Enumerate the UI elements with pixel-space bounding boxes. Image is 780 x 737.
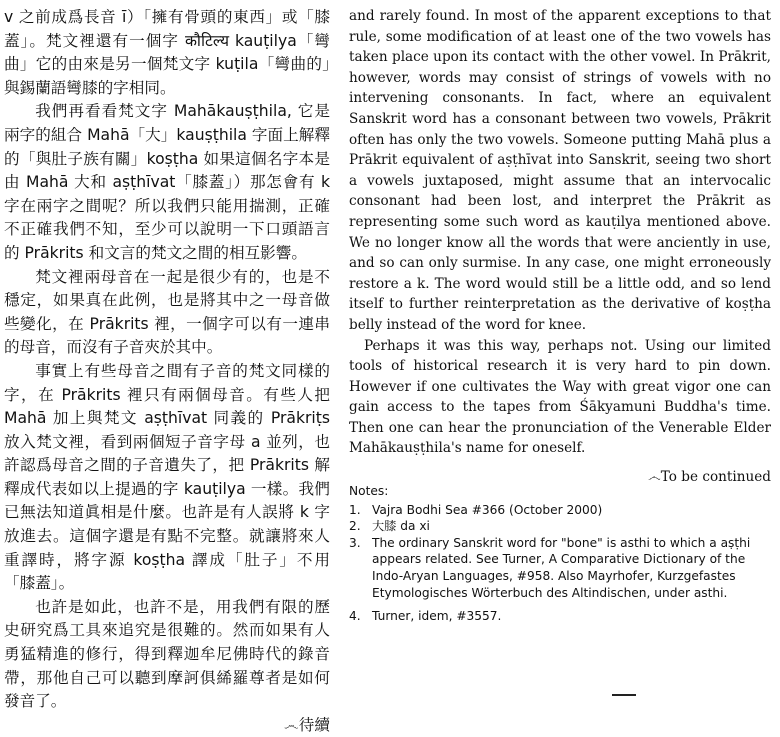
english-paragraph-1: and rarely found. In most of the apparent exceptions to that rule, some modification of at least one of the two vowels has taken place upon its contact with the other vowel. In Prākrit, however, words may consist of strings of vowels with no intervening consonants. In fact, where an equivalent Sanskrit word has a consonant between two vowels, Prākrit often has only the two vowels. Someone putting Mahā plus a Prākrit equivalent of aṣṭhīvat into Sanskrit, seeing two short a vowels juxtaposed, might assume that an intervocalic consonant had been lost, and interpret the Prākrit as representing some such word as kauṭilya mentioned above. We no longer know all the words that were anciently in use, and so can only surmise. In any case, one might erroneously restore a k. The word would still be a little odd, and so lend itself to further reinterpretation as the derivative of koṣṭha belly instead of the word for knee. xyxy=(349,8,771,333)
note-item xyxy=(349,518,773,535)
note-number: 1. xyxy=(349,502,361,517)
chinese-paragraph-2: 我們再看看梵文字 Mahākauṣṭhila, 它是兩字的組合 Mahā「大」kauṣṭhila 字面上解釋的「與肚子族有關」koṣṭha 如果這個名字本是由 Mahā 大和 aṣṭhīvat「膝蓋」）那怎會有 k 字在兩字之間呢？所以我們只能用揣測，正確不正確我們不知，至少可以說明一下口頭語言的 Prākrits 和文言的梵文之間的相互影響。 xyxy=(4,102,330,262)
notes-title: Notes: xyxy=(349,484,389,498)
chinese-continued-line xyxy=(4,714,330,737)
chinese-paragraph-3: 梵文裡兩母音在一起是很少有的，也是不穩定，如果真在此例，也是將其中之一母音做些變化，在 Prākrits 裡，一個字可以有一連串的母音，而沒有子音夾於其中。 xyxy=(4,267,330,357)
english-paragraph-2: Perhaps it was this way, perhaps not. Using our limited tools of historical research it is very hard to pin down. However if one cultivates the Way with great vigor one can gain access to the tapes from Śākyamuni Buddha's time. Then one can hear the pronunciation of the Venerable Elder Mahākauṣṭhila's name for oneself. xyxy=(349,337,771,457)
note-text: Turner, idem, #3557. xyxy=(372,609,502,624)
english-article-column xyxy=(349,6,771,488)
chinese-continued-label: 待續 xyxy=(298,715,330,734)
note-item xyxy=(349,535,773,601)
end-mark-icon: ෴ xyxy=(647,469,661,486)
note-text: 大膝 da xi xyxy=(372,519,430,534)
note-number: 4. xyxy=(349,609,361,624)
note-item xyxy=(349,608,773,625)
note-text: Vajra Bodhi Sea #366 (October 2000) xyxy=(372,502,603,517)
footnotes xyxy=(349,483,773,625)
page-bottom-rule xyxy=(612,694,636,696)
chinese-paragraph-4: 事實上有些母音之間有子音的梵文同樣的字，在 Prākrits 裡只有兩個母音。有些人把 Mahā 加上與梵文 aṣṭhīvat 同義的 Prākriṭs 放入梵文裡，看到兩個短子音字母 a 並列，也許認爲母音之間的子音遺失了，把 Prākrits 解釋成代表如以上提過的字 kauṭilya 一樣。我們已無法知道眞相是什麼。也許是有人誤將 k 字放進去。這個字還是有點不完整。就讓將來人重譯時，將字源 koṣṭha 譯成「肚子」不用「膝蓋」。 xyxy=(4,361,330,593)
chinese-paragraph-5: 也許是如此，也許不是，用我們有限的歷史研究爲工具來追究是很難的。然而如果有人勇猛精進的修行，得到釋迦牟尼佛時代的錄音帶，那他自己可以聽到摩訶俱絺羅尊者是如何發音了。 xyxy=(4,597,330,711)
english-continued-label: To be continued xyxy=(660,469,771,486)
note-text: The ordinary Sanskrit word for "bone" is asthi to which a aṣṭhi appears related. See Turner, A Comparative Dictionary of the Indo-Aryan Languages, #958. Also Mayrhofer, Kurzgefastes Etymologisches Wörterbuch des Altindischen, under asthi. xyxy=(372,535,751,600)
note-number: 2. xyxy=(349,519,361,534)
end-mark-icon: ෴ xyxy=(284,715,299,734)
note-number: 3. xyxy=(349,535,361,550)
chinese-article-column xyxy=(4,6,330,737)
notes-list xyxy=(349,502,773,625)
note-item xyxy=(349,502,773,519)
chinese-paragraph-1: v 之前成爲長音 ī）「擁有骨頭的東西」或「膝蓋」。梵文裡還有一個字 कौटिल्य kauṭilya「彎曲」它的由來是另一個梵文字 kuṭila「彎曲的」與錫蘭語彎膝的字相同。 xyxy=(4,8,330,97)
